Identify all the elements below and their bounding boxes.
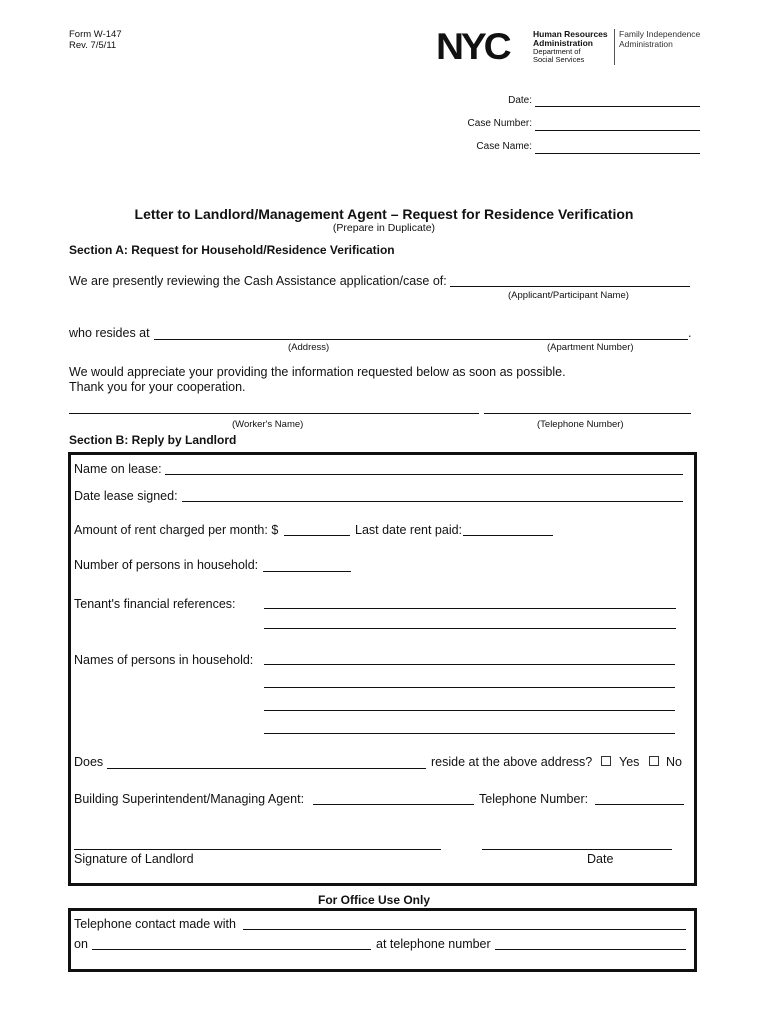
superintendent-telephone-label: Telephone Number:: [479, 792, 589, 806]
header-divider: [614, 29, 615, 65]
resident-name-field[interactable]: [107, 768, 426, 769]
worker-name-field[interactable]: [69, 413, 479, 414]
date-field[interactable]: [535, 106, 700, 107]
worker-telephone-field[interactable]: [484, 413, 691, 414]
division-line-1: Family Independence: [619, 29, 701, 39]
contact-on-label: on: [74, 937, 88, 951]
resides-text: who resides at: [69, 326, 150, 340]
division-line-2: Administration: [619, 38, 673, 49]
nyc-logo: [436, 26, 509, 67]
division-name: [619, 30, 700, 49]
agency-line-3: Department of: [533, 47, 581, 56]
applicant-name-field[interactable]: [450, 286, 690, 287]
persons-names-field-3[interactable]: [264, 710, 675, 711]
signature-date-label: Date: [587, 852, 614, 866]
section-b-heading: Section B: Reply by Landlord: [69, 433, 237, 447]
section-a-heading: Section A: Request for Household/Residence Verification: [69, 243, 395, 257]
date-label: Date:: [508, 95, 532, 106]
office-use-heading: For Office Use Only: [317, 893, 431, 907]
reviewing-text: We are presently reviewing the Cash Assistance application/case of:: [69, 274, 447, 288]
superintendent-telephone-field[interactable]: [595, 804, 684, 805]
case-name-field[interactable]: [535, 153, 700, 154]
case-number-field[interactable]: [535, 130, 700, 131]
date-lease-signed-field[interactable]: [182, 501, 683, 502]
last-rent-paid-label: Last date rent paid:: [355, 523, 463, 537]
agency-line-4: Social Services: [533, 55, 585, 64]
superintendent-field[interactable]: [313, 804, 474, 805]
resides-period: .: [688, 326, 692, 340]
reside-question: reside at the above address?: [431, 755, 593, 769]
date-lease-signed-label: Date lease signed:: [74, 489, 178, 503]
rent-amount-field[interactable]: [284, 535, 350, 536]
superintendent-label: Building Superintendent/Managing Agent:: [74, 792, 305, 806]
apartment-caption: (Apartment Number): [547, 342, 634, 353]
contact-number-field[interactable]: [495, 949, 686, 950]
agency-line-2: Administration: [533, 38, 593, 48]
no-checkbox[interactable]: [649, 756, 659, 766]
form-title: Letter to Landlord/Management Agent – Request for Residence Verification: [134, 206, 634, 222]
rent-amount-label: Amount of rent charged per month: $: [74, 523, 279, 537]
persons-names-label: Names of persons in household:: [74, 653, 254, 667]
agency-name: [533, 30, 608, 64]
agency-line-1: Human Resources: [533, 29, 608, 39]
form-number: Form W-147: [69, 29, 122, 40]
contact-made-field[interactable]: [243, 929, 686, 930]
appreciate-text: We would appreciate your providing the information requested below as soon as possible.: [69, 365, 566, 379]
contact-number-label: at telephone number: [376, 937, 491, 951]
persons-count-field[interactable]: [263, 571, 351, 572]
financial-refs-field-2[interactable]: [264, 628, 676, 629]
persons-names-field-2[interactable]: [264, 687, 675, 688]
case-name-label: Case Name:: [476, 141, 532, 152]
address-caption: (Address): [288, 342, 330, 353]
last-rent-paid-field[interactable]: [463, 535, 553, 536]
financial-refs-field-1[interactable]: [264, 608, 676, 609]
persons-names-field-4[interactable]: [264, 733, 675, 734]
landlord-reply-box: [68, 452, 697, 886]
case-number-label: Case Number:: [467, 118, 532, 129]
name-on-lease-label: Name on lease:: [74, 462, 162, 476]
applicant-caption: (Applicant/Participant Name): [508, 290, 629, 301]
nyc-logo-text: NYC: [436, 26, 509, 67]
address-field[interactable]: [154, 339, 688, 340]
telephone-caption: (Telephone Number): [537, 419, 624, 430]
landlord-signature-field[interactable]: [74, 849, 441, 850]
financial-refs-label: Tenant's financial references:: [74, 597, 236, 611]
contact-date-field[interactable]: [92, 949, 371, 950]
signature-date-field[interactable]: [482, 849, 672, 850]
yes-label: Yes: [619, 755, 640, 769]
form-revision: Rev. 7/5/11: [69, 40, 117, 51]
yes-checkbox[interactable]: [601, 756, 611, 766]
signature-label: Signature of Landlord: [74, 852, 194, 866]
persons-names-field-1[interactable]: [264, 664, 675, 665]
worker-caption: (Worker's Name): [232, 419, 304, 430]
form-subtitle: (Prepare in Duplicate): [332, 222, 436, 234]
no-label: No: [666, 755, 682, 769]
name-on-lease-field[interactable]: [165, 474, 683, 475]
does-label: Does: [74, 755, 104, 769]
contact-made-label: Telephone contact made with: [74, 917, 236, 931]
persons-count-label: Number of persons in household:: [74, 558, 259, 572]
thanks-text: Thank you for your cooperation.: [69, 380, 246, 394]
